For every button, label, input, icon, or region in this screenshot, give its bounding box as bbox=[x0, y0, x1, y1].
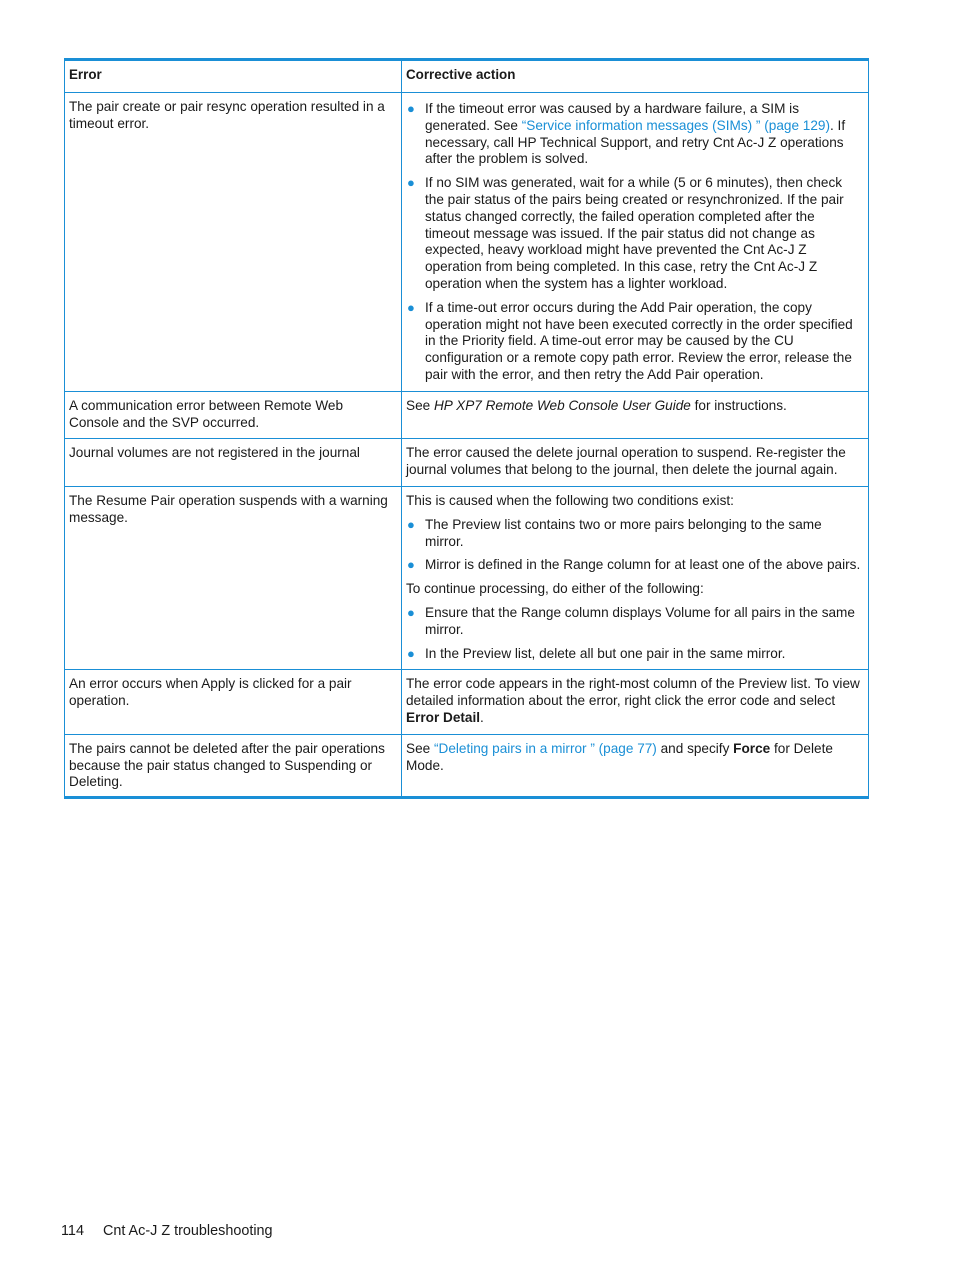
table-row bbox=[65, 93, 869, 392]
error-cell: An error occurs when Apply is clicked for a pair operation. bbox=[65, 670, 402, 734]
header-corrective-action: Corrective action bbox=[402, 60, 869, 93]
action-cell bbox=[402, 734, 869, 797]
error-detail-label: Error Detail bbox=[406, 709, 481, 725]
page-footer bbox=[61, 1223, 273, 1239]
action-cell: The error caused the delete journal operation to suspend. Re-register the journal volumes that belong to the journal, then delete the journal again. bbox=[402, 439, 869, 487]
error-cell: The pairs cannot be deleted after the pair operations because the pair status changed to Suspending or Deleting. bbox=[65, 734, 402, 797]
action-text: for instructions. bbox=[690, 397, 787, 413]
troubleshooting-table bbox=[64, 58, 869, 799]
item-text: In the Preview list, delete all but one pair in the same mirror. bbox=[425, 645, 786, 661]
bullet-icon: ● bbox=[407, 175, 415, 191]
item-text: Ensure that the Range column displays Volume for all pairs in the same mirror. bbox=[425, 604, 855, 637]
list-item bbox=[406, 557, 863, 574]
action-cell bbox=[402, 670, 869, 734]
bullet-icon: ● bbox=[407, 604, 415, 620]
action-text: . bbox=[480, 709, 484, 725]
action-intro: To continue processing, do either of the following: bbox=[406, 581, 704, 597]
bullet-icon: ● bbox=[407, 557, 415, 573]
bullet-icon: ● bbox=[407, 516, 415, 532]
force-label: Force bbox=[733, 740, 771, 756]
action-cell bbox=[402, 391, 869, 439]
item-text: . If necessary, call HP Technical Support, and retry Cnt Ac-J Z operations after the problem is solved. bbox=[425, 117, 846, 167]
item-text: If the timeout error was caused by a hardware failure, a SIM is generated. See bbox=[425, 101, 799, 133]
section-title: Cnt Ac-J Z troubleshooting bbox=[102, 1223, 273, 1239]
error-cell: A communication error between Remote Web Console and the SVP occurred. bbox=[65, 391, 402, 439]
bullet-icon: ● bbox=[407, 101, 415, 116]
action-cell bbox=[402, 486, 869, 669]
list-item bbox=[406, 101, 863, 168]
header-error: Error bbox=[65, 60, 402, 93]
action-text: The error code appears in the right-most column of the Preview list. To view detailed information about the error, right click the error code and select bbox=[406, 676, 860, 709]
item-text: If no SIM was generated, wait for a while (5 or 6 minutes), then check the pair status of the pairs being created or resynchronized. If the pair status changed correctly, the failed operation completed after the timeout message was issued. If the pair status did not change as expected, heavy workload might have prevented the Cnt Ac-J Z operation from being completed. In this case, retry the Cnt Ac-J Z operation when the system has a lighter workload. bbox=[425, 175, 844, 291]
error-cell: Journal volumes are not registered in the journal bbox=[65, 439, 402, 487]
table-row bbox=[65, 670, 869, 734]
bullet-icon: ● bbox=[407, 299, 415, 315]
list-item bbox=[406, 605, 863, 639]
table-row bbox=[65, 486, 869, 669]
action-text: See bbox=[406, 740, 434, 756]
table-row bbox=[65, 439, 869, 487]
bullet-list bbox=[406, 605, 863, 662]
list-item bbox=[406, 175, 863, 293]
action-cell bbox=[402, 93, 869, 392]
action-text: and specify bbox=[656, 740, 734, 756]
table-header-row bbox=[65, 60, 869, 93]
sims-link[interactable]: “Service information messages (SIMs) ” (page 129) bbox=[521, 117, 830, 133]
list-item bbox=[406, 646, 863, 663]
action-intro: This is caused when the following two conditions exist: bbox=[406, 492, 734, 508]
page-number: 114 bbox=[61, 1223, 84, 1239]
bullet-list bbox=[406, 101, 863, 384]
action-text: See bbox=[406, 397, 434, 413]
deleting-pairs-link[interactable]: “Deleting pairs in a mirror ” (page 77) bbox=[433, 740, 657, 756]
list-item bbox=[406, 300, 863, 384]
item-text: Mirror is defined in the Range column for at least one of the above pairs. bbox=[425, 557, 861, 573]
action-text: for Delete Mode. bbox=[406, 740, 833, 773]
error-cell: The Resume Pair operation suspends with a warning message. bbox=[65, 486, 402, 669]
list-item bbox=[406, 517, 863, 551]
table-row bbox=[65, 391, 869, 439]
table-row bbox=[65, 734, 869, 797]
error-cell: The pair create or pair resync operation resulted in a timeout error. bbox=[65, 93, 402, 392]
item-text: The Preview list contains two or more pairs belonging to the same mirror. bbox=[425, 516, 822, 549]
item-text: If a time-out error occurs during the Add Pair operation, the copy operation might not have been executed correctly in the order specified in the Priority field. A time-out error may be caused by the CU configuration or a remote copy path error. Review the error, release the pair with the error, and then retry the Add Pair operation. bbox=[425, 299, 853, 382]
guide-title: HP XP7 Remote Web Console User Guide bbox=[433, 397, 691, 413]
bullet-list bbox=[406, 517, 863, 574]
bullet-icon: ● bbox=[407, 645, 415, 661]
